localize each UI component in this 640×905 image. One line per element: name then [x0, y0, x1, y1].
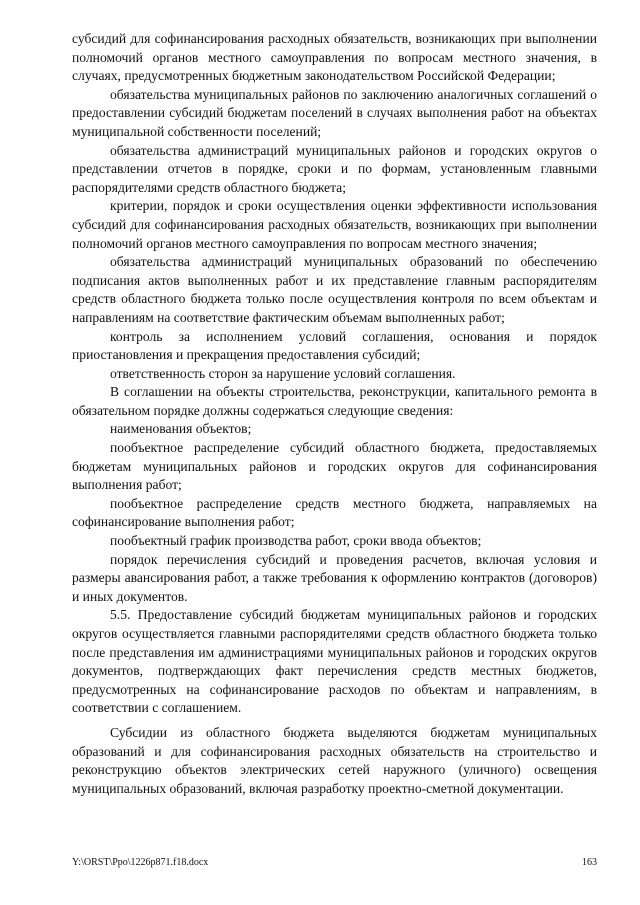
paragraph-10: пообъектное распределение субсидий областного бюджета, предоставляемых бюджетам муниципальных районов и городских округов для софинансирования выполнения работ;	[72, 440, 597, 493]
paragraph-11: пообъектное распределение средств местного бюджета, направляемых на софинансирование выполнения работ;	[72, 495, 597, 530]
footer-file-path: Y:\ORST\Ppo\1226p871.f18.docx	[72, 857, 209, 868]
paragraph-2: обязательства муниципальных районов по заключению аналогичных соглашений о предоставлении субсидий бюджетам поселений в случаях выполнения работ на объектах муниципальной собственности поселений;	[72, 86, 597, 139]
paragraph-12: пообъектный график производства работ, сроки ввода объектов;	[110, 533, 482, 549]
paragraph-9: наименования объектов;	[110, 421, 252, 437]
paragraph-6: контроль за исполнением условий соглашения, основания и порядок приостановления и прекращения предоставления субсидий;	[72, 328, 597, 363]
paragraph-4: критерии, порядок и сроки осуществления оценки эффективности использования субсидий для софинансирования расходных обязательств, возникающих при выполнении полномочий органов местного самоуправления по вопросам местного значения;	[72, 198, 597, 251]
paragraph-1: субсидий для софинансирования расходных обязательств, возникающих при выполнении полномочий органов местного самоуправления по вопросам местного значения, в случаях, предусмотренных бюджетным законодательством Российской Федерации;	[72, 31, 597, 84]
paragraph-7: ответственность сторон за нарушение условий соглашения.	[110, 365, 456, 381]
paragraph-8: В соглашении на объекты строительства, реконструкции, капитального ремонта в обязательном порядке должны содержаться следующие сведения:	[72, 384, 597, 418]
paragraph-section-5-5: 5.5. Предоставление субсидий бюджетам муниципальных районов и городских округов осуществляется главными распорядителями средств областного бюджета только после представления им администрациями муниципальных районов и городских округов документов, подтверждающих факт перечисления средств местных бюджетов, предусмотренных на софинансирование расходов по объектам и направлениям, в соответствии с соглашением.	[72, 607, 597, 716]
paragraph-15: Субсидии из областного бюджета выделяются бюджетам муниципальных образований и для софинансирования расходных обязательств на строительство и реконструкцию объектов электрических сетей наружного (уличного) освещения муниципальных образований, включая разработку проектно-сметной документации.	[72, 724, 597, 796]
paragraph-13: порядок перечисления субсидий и проведения расчетов, включая условия и размеры авансирования работ, а также требования к оформлению контрактов (договоров) и иных документов.	[72, 551, 597, 604]
page-number: 163	[582, 857, 597, 868]
document-body	[72, 30, 597, 798]
paragraph-3: обязательства администраций муниципальных районов и городских округов о представлении отчетов в порядке, сроки и по формам, установленным главными распорядителями средств областного бюджета;	[72, 142, 597, 195]
paragraph-5: обязательства администраций муниципальных образований по обеспечению подписания актов выполненных работ и их представление главным распорядителям средств областного бюджета только после осуществления контроля по всем объектам и направлениям на соответствие фактическим объемам выполненных работ;	[72, 254, 597, 325]
